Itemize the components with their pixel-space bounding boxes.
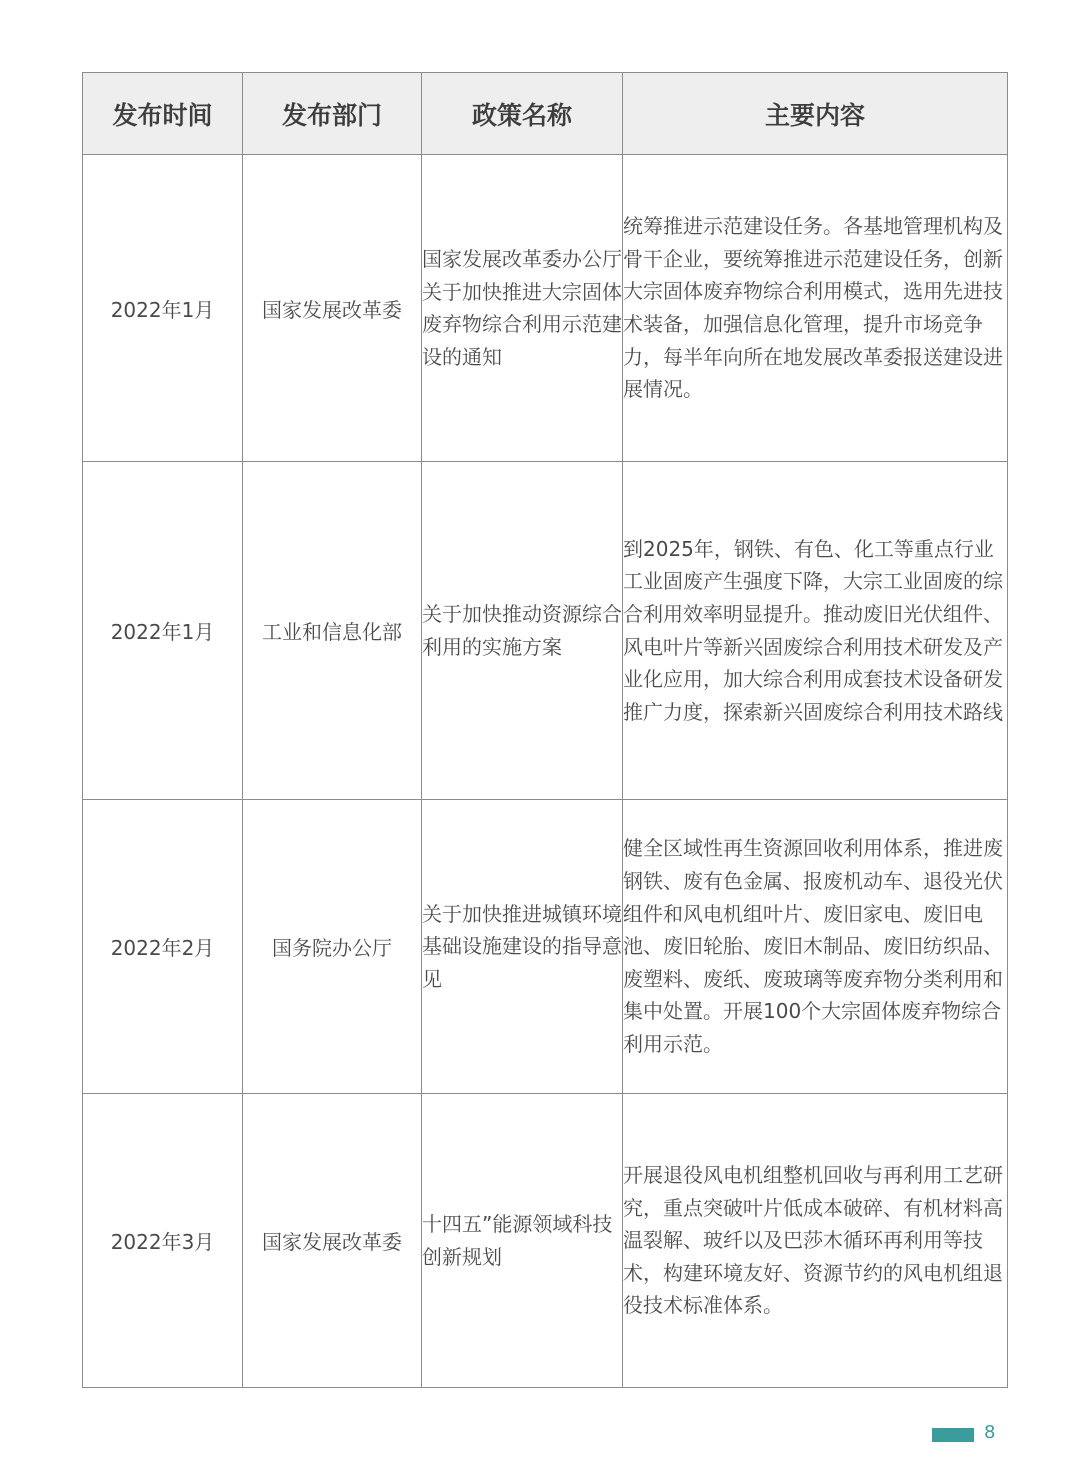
cell-policy-name: 十四五”能源领域科技创新规划 <box>422 1094 623 1388</box>
cell-main-content: 健全区域性再生资源回收利用体系，推进废钢铁、废有色金属、报废机动车、退役光伏组件和风电机组叶片、废旧家电、废旧电池、废旧轮胎、废旧木制品、废旧纺织品、废塑料、废纸、废玻璃等废弃物分类利用和集中处置。开展100个大宗固体废弃物综合利用示范。 <box>623 800 1008 1094</box>
cell-department: 国家发展改革委 <box>243 1094 422 1388</box>
table-row <box>83 462 1008 800</box>
header-row <box>83 73 1008 155</box>
cell-date: 2022年2月 <box>83 800 243 1094</box>
cell-policy-name: 关于加快推动资源综合利用的实施方案 <box>422 462 623 800</box>
cell-department: 国务院办公厅 <box>243 800 422 1094</box>
header-policy-name: 政策名称 <box>422 73 623 155</box>
cell-policy-name: 关于加快推进城镇环境基础设施建设的指导意见 <box>422 800 623 1094</box>
cell-main-content: 到2025年，钢铁、有色、化工等重点行业工业固废产生强度下降，大宗工业固废的综合利用效率明显提升。推动废旧光伏组件、风电叶片等新兴固废综合利用技术研发及产业化应用，加大综合利用成套技术设备研发推广力度，探索新兴固废综合利用技术路线 <box>623 462 1008 800</box>
cell-department: 国家发展改革委 <box>243 155 422 462</box>
cell-department: 工业和信息化部 <box>243 462 422 800</box>
header-main-content: 主要内容 <box>623 73 1008 155</box>
cell-main-content: 统筹推进示范建设任务。各基地管理机构及骨干企业，要统筹推进示范建设任务，创新大宗固体废弃物综合利用模式，选用先进技术装备，加强信息化管理，提升市场竞争力，每半年向所在地发展改革委报送建设进展情况。 <box>623 155 1008 462</box>
footer-accent-bar <box>932 1428 974 1442</box>
page-number: 8 <box>984 1422 996 1443</box>
cell-main-content: 开展退役风电机组整机回收与再利用工艺研究，重点突破叶片低成本破碎、有机材料高温裂解、玻纤以及巴莎木循环再利用等技术，构建环境友好、资源节约的风电机组退役技术标准体系。 <box>623 1094 1008 1388</box>
table-row <box>83 155 1008 462</box>
table-body <box>83 155 1008 1388</box>
table-header <box>83 73 1008 155</box>
cell-date: 2022年3月 <box>83 1094 243 1388</box>
cell-date: 2022年1月 <box>83 155 243 462</box>
header-release-date: 发布时间 <box>83 73 243 155</box>
header-department: 发布部门 <box>243 73 422 155</box>
cell-date: 2022年1月 <box>83 462 243 800</box>
table-row <box>83 1094 1008 1388</box>
cell-policy-name: 国家发展改革委办公厅关于加快推进大宗固体废弃物综合利用示范建设的通知 <box>422 155 623 462</box>
policy-table <box>82 72 1008 1388</box>
table-row <box>83 800 1008 1094</box>
